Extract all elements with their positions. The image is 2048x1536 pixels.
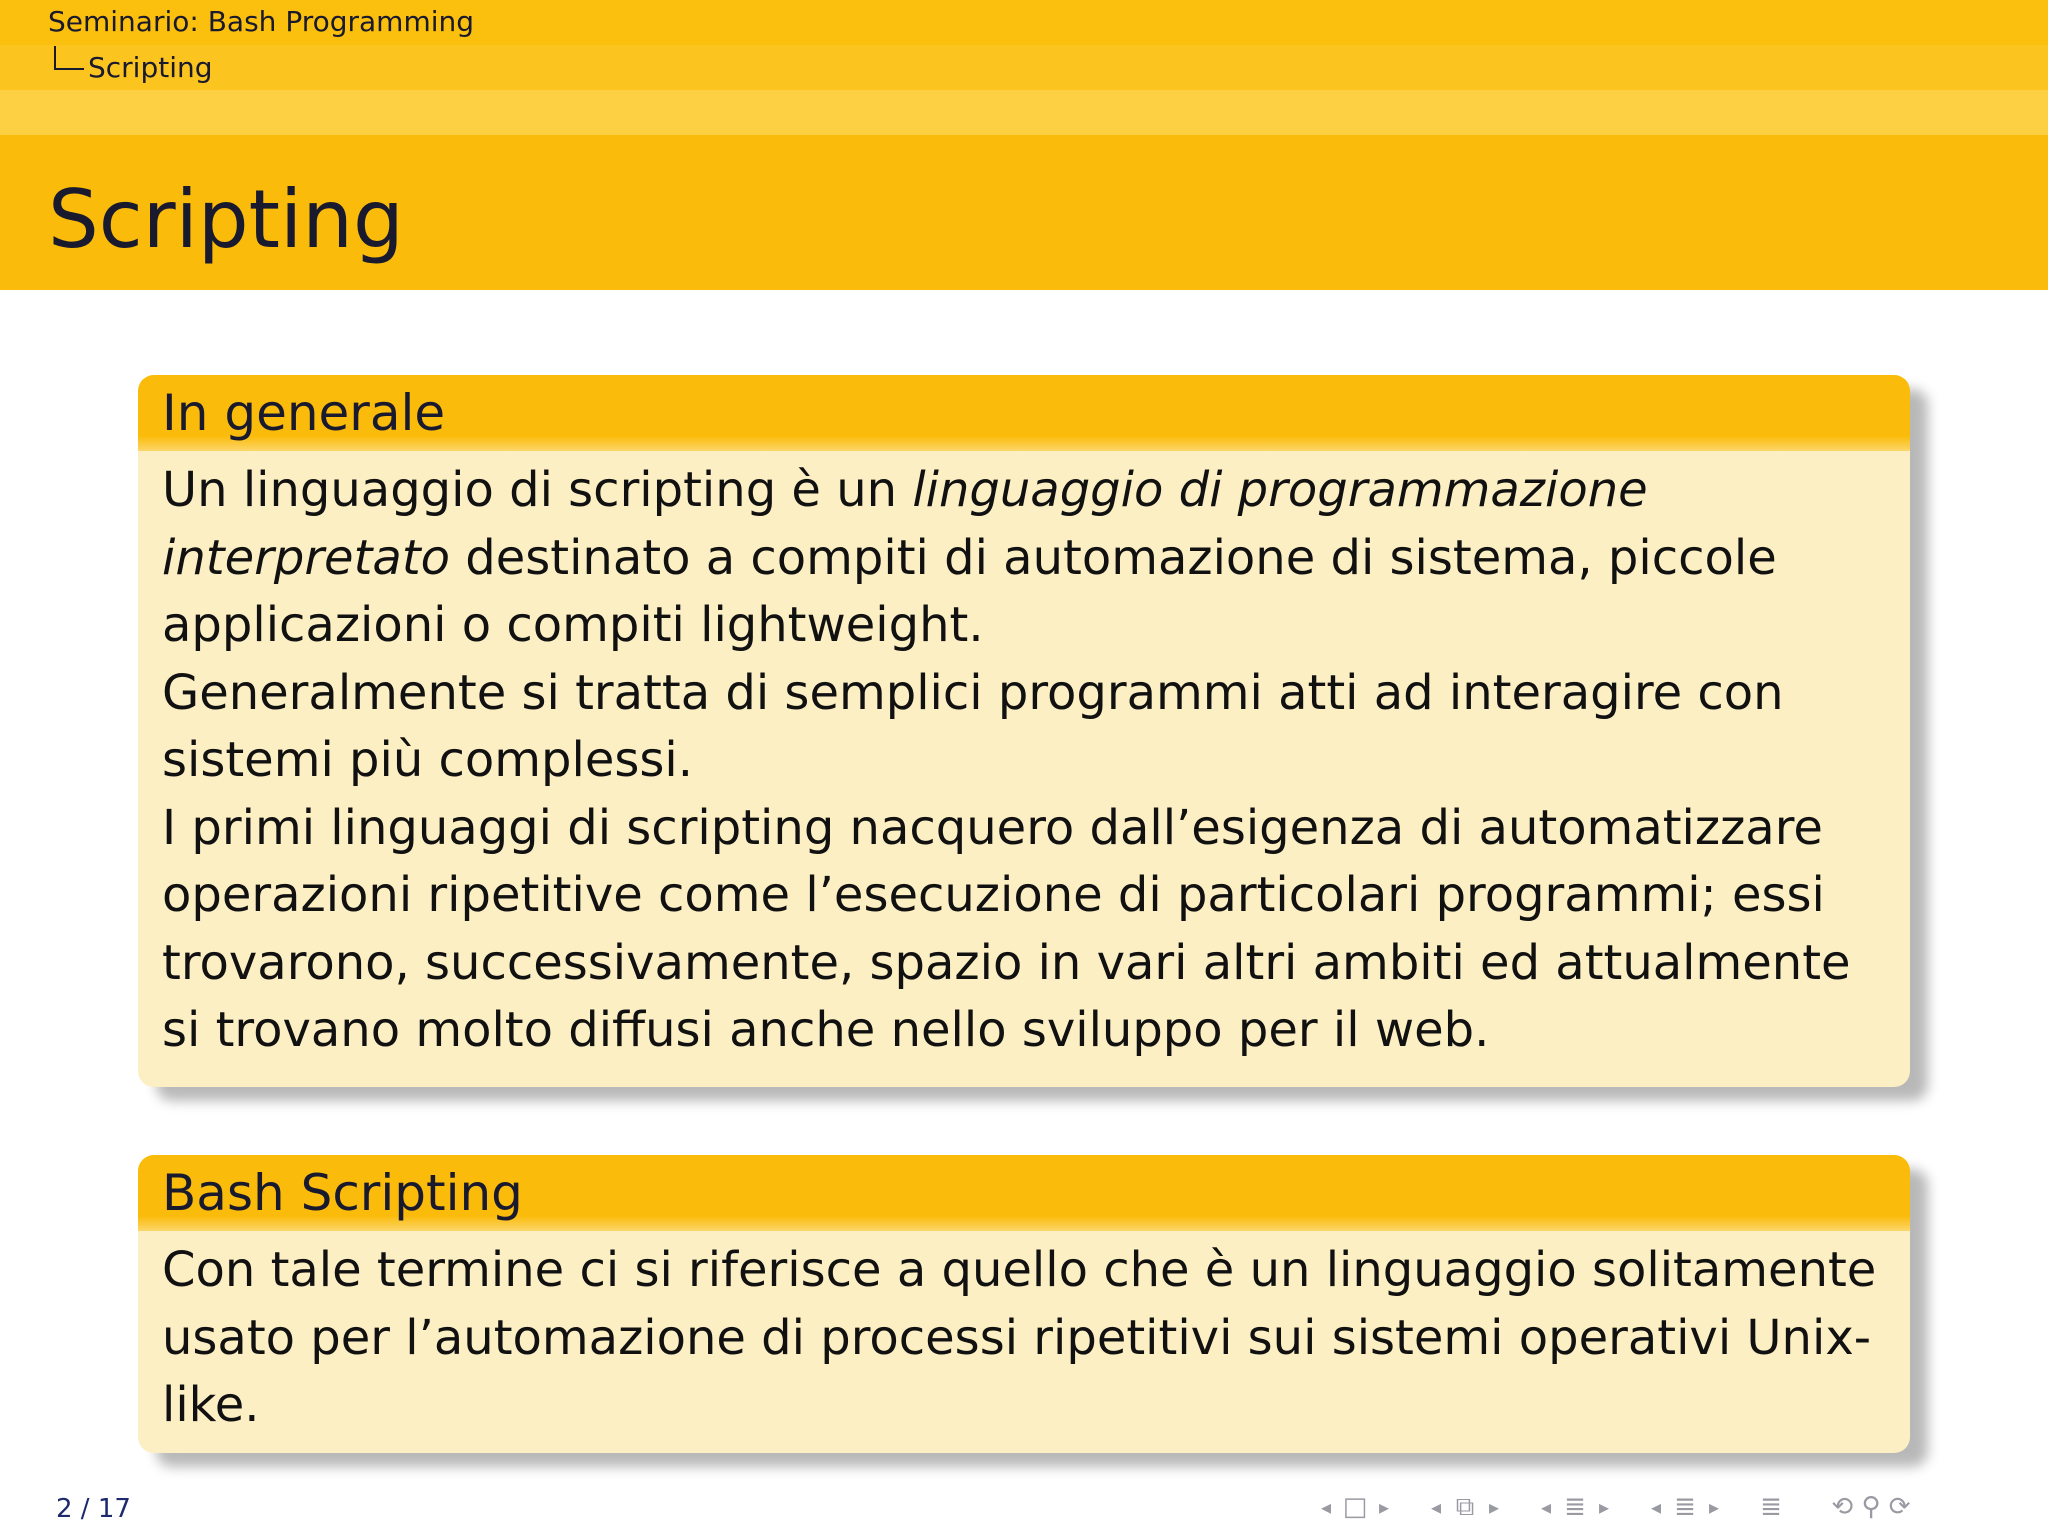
frame-icon[interactable]: □ (1342, 1492, 1368, 1522)
tree-branch-icon (54, 46, 84, 70)
section-icon[interactable]: ≣ (1564, 1492, 1586, 1522)
navigation-bar (1314, 1490, 2026, 1524)
block-paragraph: Generalmente si tratta di semplici programmi atti ad interagire con sistemi più complessi. (162, 664, 1784, 788)
subsection-icon[interactable]: ⧉ (1455, 1492, 1475, 1522)
block-body (138, 1231, 1910, 1440)
frame-title: Scripting (48, 173, 404, 266)
header-band (0, 90, 2048, 135)
prev-part-icon[interactable]: ◂ (1650, 1495, 1662, 1519)
next-part-icon[interactable]: ▸ (1708, 1495, 1720, 1519)
header-section[interactable]: Seminario: Bash Programming (48, 5, 475, 38)
paragraph-text: Un linguaggio di scripting è un (162, 462, 913, 518)
next-frame-icon[interactable]: ▸ (1378, 1495, 1390, 1519)
block-paragraph (162, 457, 1886, 660)
prev-frame-icon[interactable]: ◂ (1320, 1495, 1332, 1519)
next-subsection-icon[interactable]: ▸ (1488, 1495, 1500, 1519)
prev-section-icon[interactable]: ◂ (1540, 1495, 1552, 1519)
header-subsection-label: Scripting (88, 51, 213, 84)
header-band (0, 45, 2048, 90)
part-icon[interactable]: ≣ (1674, 1492, 1696, 1522)
block-bash-scripting (138, 1155, 1910, 1453)
block-title: Bash Scripting (162, 1164, 523, 1222)
block-body (138, 451, 1910, 1065)
next-section-icon[interactable]: ▸ (1598, 1495, 1610, 1519)
block-header (138, 375, 1910, 451)
page-number: 2 / 17 (56, 1494, 131, 1524)
toc-icon[interactable]: ≣ (1760, 1492, 1782, 1522)
block-in-generale (138, 375, 1910, 1087)
header-subsection[interactable] (54, 46, 213, 82)
block-paragraph: I primi linguaggi di scripting nacquero dall’esigenza di automatizzare operazioni ripetitive come l’esecuzione di particolari programmi; essi trovarono, successivamente, spazio in vari altri ambiti ed attualmente si trovano molto diffusi anche nello sviluppo per il web. (162, 799, 1851, 1058)
block-title: In generale (162, 384, 446, 442)
prev-subsection-icon[interactable]: ◂ (1430, 1495, 1442, 1519)
block-paragraph: Con tale termine ci si riferisce a quello che è un linguaggio solitamente usato per l’automazione di processi ripetitivi sui sistemi operativi Unix-like. (162, 1242, 1877, 1433)
paragraph-emphasis: linguaggio di programmazione interpretato (162, 462, 1648, 586)
block-header (138, 1155, 1910, 1231)
search-back-forward-icon[interactable]: ⟲ ⚲ ⟳ (1831, 1492, 1911, 1522)
paragraph-text: destinato a compiti di automazione di sistema, piccole applicazioni o compiti lightweight. (162, 529, 1777, 653)
